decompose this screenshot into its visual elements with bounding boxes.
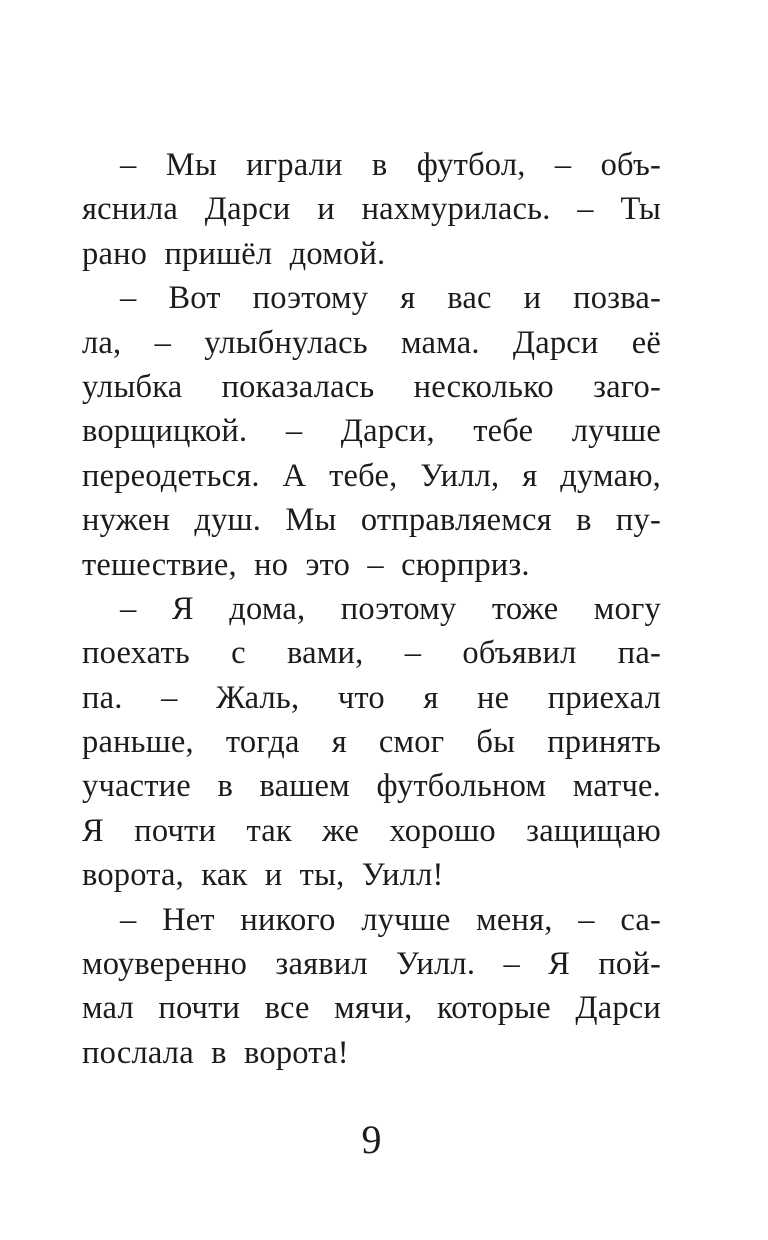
text-line: переодеться. А тебе, Уилл, я думаю, [82, 457, 661, 494]
text-line: па. – Жаль, что я не приехал [82, 679, 661, 716]
text-line: яснила Дарси и нахмурилась. – Ты [82, 191, 661, 228]
text-block [82, 143, 661, 1075]
text-line: послала в ворота! [82, 1034, 349, 1071]
paragraph [82, 276, 661, 587]
text-line: улыбка показалась несколько заго- [82, 368, 661, 405]
paragraph [82, 587, 661, 898]
text-line: раньше, тогда я смог бы принять [82, 724, 661, 761]
text-line: тешествие, но это – сюрприз. [82, 546, 530, 583]
text-line: – Мы играли в футбол, – объ- [120, 147, 661, 183]
text-line: моуверенно заявил Уилл. – Я пой- [82, 946, 661, 983]
text-line: участие в вашем футбольном матче. [82, 768, 661, 805]
text-line: нужен душ. Мы отправляемся в пу- [82, 502, 661, 539]
paragraph [82, 898, 661, 1076]
text-line: поехать с вами, – объявил па- [82, 635, 661, 672]
text-line: ворота, как и ты, Уилл! [82, 857, 444, 894]
text-line: – Вот поэтому я вас и позва- [120, 280, 661, 317]
text-line: мал почти все мячи, которые Дарси [82, 990, 661, 1027]
text-line: – Я дома, поэтому тоже могу [120, 590, 661, 627]
text-line: ла, – улыбнулась мама. Дарси её [82, 324, 661, 361]
paragraph [82, 143, 661, 276]
page-number: 9 [361, 1117, 382, 1162]
text-line: рано пришёл домой. [82, 235, 386, 272]
text-line: – Нет никого лучше меня, – са- [120, 901, 661, 938]
text-line: Я почти так же хорошо защищаю [82, 812, 661, 849]
text-line: ворщицкой. – Дарси, тебе лучше [82, 413, 661, 450]
